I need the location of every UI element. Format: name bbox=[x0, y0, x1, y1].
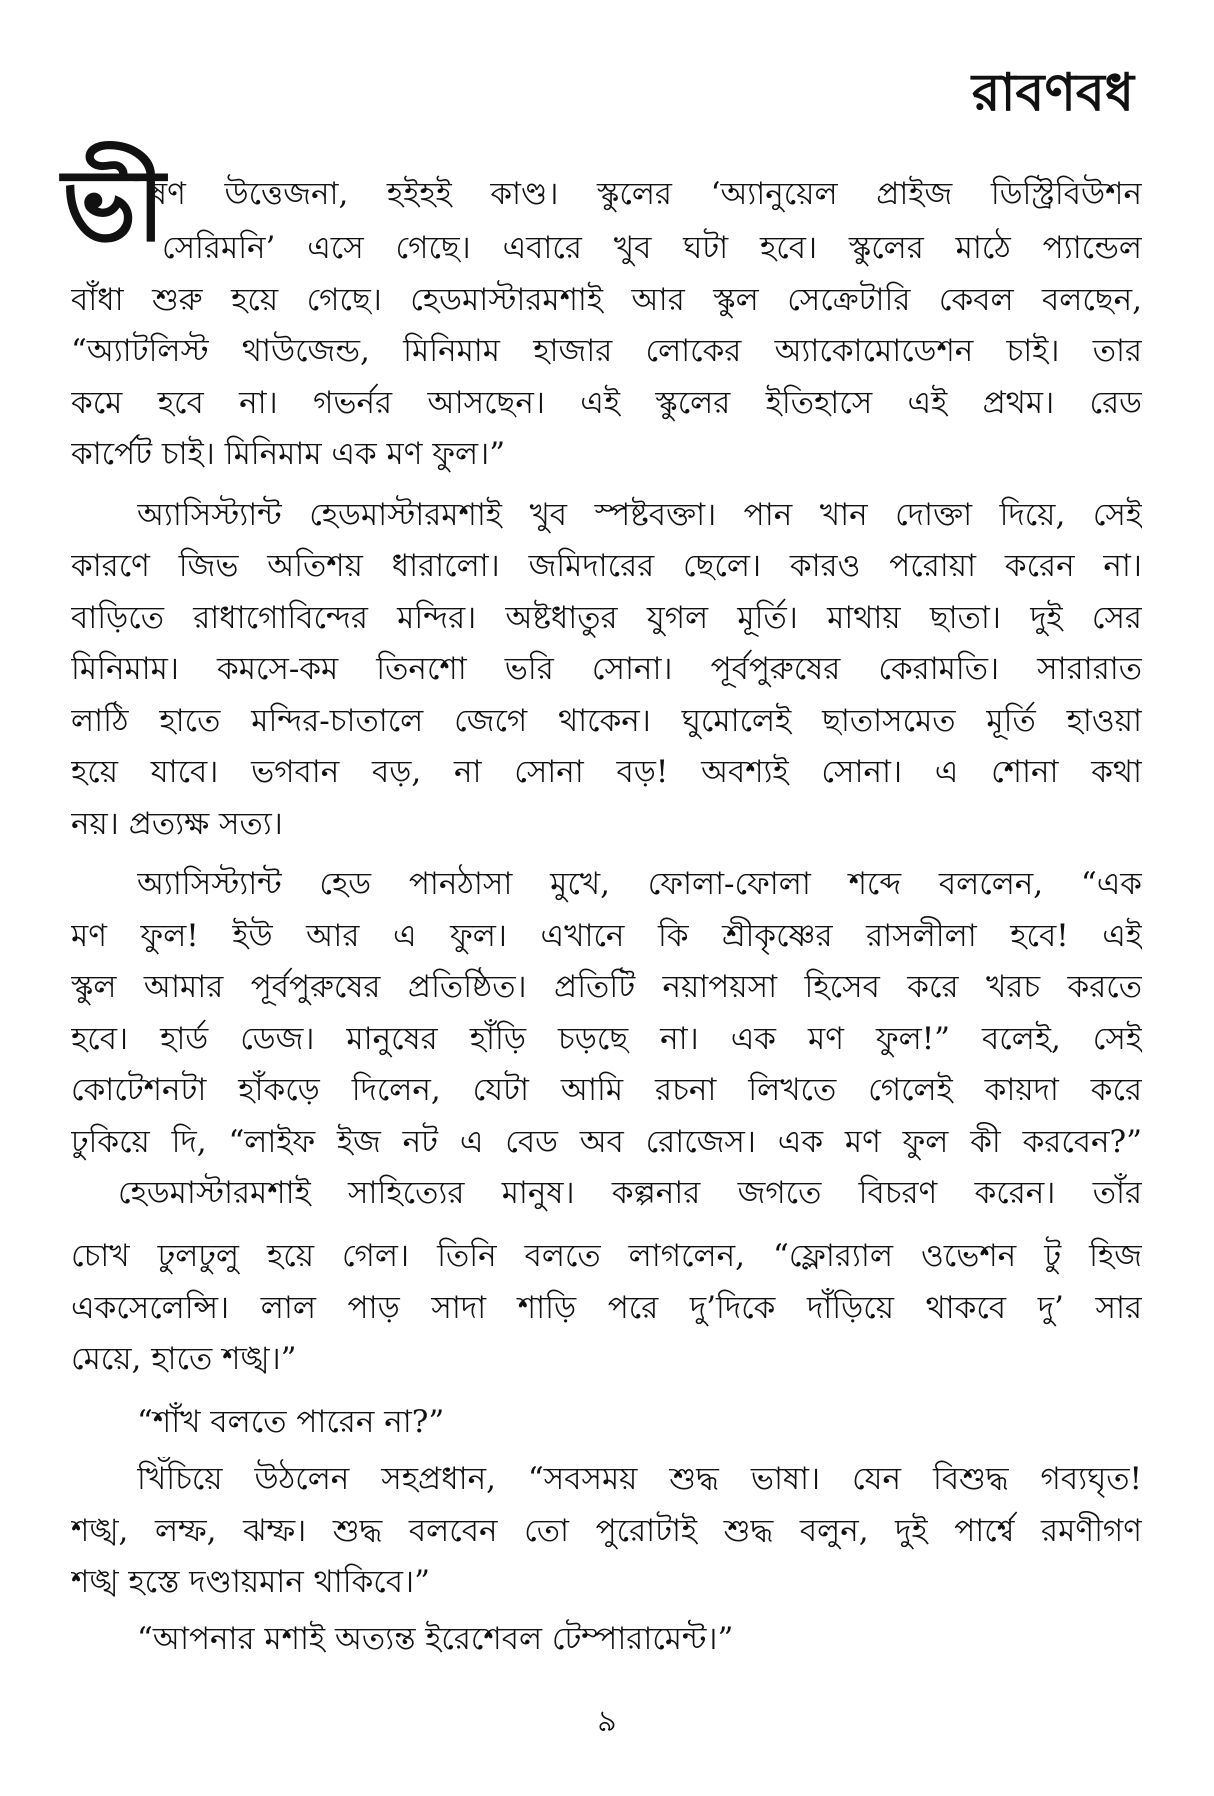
text-line: কোটেশনটা হাঁকড়ে দিলেন, যেটা আমি রচনা লিখতে গেলেই কায়দা করে bbox=[71, 1072, 1142, 1108]
text-line: বাঁধা শুরু হয়ে গেছে। হেডমাস্টারমশাই আর স্কুল সেক্রেটারি কেবল বলছেন, bbox=[71, 282, 1142, 318]
text-line: শঙ্খ, লম্ফ, ঝম্ফ। শুদ্ধ বলবেন তো পুরোটাই শুদ্ধ বলুন, দুই পার্শ্বে রমণীগণ bbox=[71, 1513, 1142, 1549]
text-line: ঢুকিয়ে দি, “লাইফ ইজ নট এ বেড অব রোজেস। এক মণ ফুল কী করবেন?” bbox=[71, 1124, 1142, 1160]
text-line: লাঠি হাতে মন্দির-চাতালে জেগে থাকেন। ঘুমোলেই ছাতাসমেত মূর্তি হাওয়া bbox=[71, 703, 1142, 739]
page-number: ৯ bbox=[597, 1704, 617, 1739]
text-line: একসেলেন্সি। লাল পাড় সাদা শাড়ি পরে দু’দিকে দাঁড়িয়ে থাকবে দু’ সার bbox=[71, 1290, 1142, 1326]
text-line: কমে হবে না। গভর্নর আসছেন। এই স্কুলের ইতিহাসে এই প্রথম। রেড bbox=[71, 385, 1142, 421]
text-line: কার্পেট চাই। মিনিমাম এক মণ ফুল।” bbox=[71, 436, 506, 472]
text-line: ষণ উত্তেজনা, হইহই কাণ্ড। স্কুলের ‘অ্যানুয়েল প্রাইজ ডিস্ট্রিবিউশন bbox=[150, 176, 1142, 212]
text-line: হয়ে যাবে। ভগবান বড়, না সোনা বড়! অবশ্যই সোনা। এ শোনা কথা bbox=[71, 754, 1142, 790]
text-line: সেরিমনি’ এসে গেছে। এবারে খুব ঘটা হবে। স্কুলের মাঠে প্যান্ডেল bbox=[162, 230, 1142, 266]
text-line: বাড়িতে রাধাগোবিন্দের মন্দির। অষ্টধাতুর যুগল মূর্তি। মাথায় ছাতা। দুই সের bbox=[71, 600, 1142, 636]
text-line: কারণে জিভ অতিশয় ধারালো। জমিদারের ছেলে। কারও পরোয়া করেন না। bbox=[71, 548, 1142, 584]
text-line: চোখ ঢুলঢুলু হয়ে গেল। তিনি বলতে লাগলেন, “ফ্লোর‍্যাল ওভেশন টু হিজ bbox=[71, 1238, 1142, 1274]
text-line: হেডমাস্টারমশাই সাহিত্যের মানুষ। কল্পনার জগতে বিচরণ করেন। তাঁর bbox=[118, 1175, 1142, 1211]
text-line: নয়। প্রত্যক্ষ সত্য। bbox=[71, 806, 283, 842]
text-line: অ্যাসিস্ট্যান্ট হেডমাস্টারমশাই খুব স্পষ্টবক্তা। পান খান দোক্তা দিয়ে, সেই bbox=[137, 497, 1142, 533]
text-line: মণ ফুল! ইউ আর এ ফুল। এখানে কি শ্রীকৃষ্ণের রাসলীলা হবে! এই bbox=[71, 918, 1142, 954]
text-line: স্কুল আমার পূর্বপুরুষের প্রতিষ্ঠিত। প্রতিটি নয়াপয়সা হিসেব করে খরচ করতে bbox=[71, 969, 1142, 1005]
text-line: হবে। হার্ড ডেজ। মানুষের হাঁড়ি চড়ছে না। এক মণ ফুল!” বলেই, সেই bbox=[71, 1021, 1142, 1057]
drop-cap: ভী bbox=[62, 146, 166, 264]
text-line: “আপনার মশাই অত্যন্ত ইরেশেবল টেম্পারামেন্ট।” bbox=[137, 1621, 734, 1657]
text-line: মিনিমাম। কমসে-কম তিনশো ভরি সোনা। পূর্বপুরুষের কেরামতি। সারারাত bbox=[71, 651, 1142, 687]
text-line: “অ্যাটলিস্ট থাউজেন্ড, মিনিমাম হাজার লোকের অ্যাকোমোডেশন চাই। তার bbox=[71, 333, 1142, 369]
text-line: খিঁচিয়ে উঠলেন সহপ্রধান, “সবসময় শুদ্ধ ভাষা। যেন বিশুদ্ধ গব্যঘৃত! bbox=[137, 1461, 1142, 1497]
text-line: অ্যাসিস্ট্যান্ট হেড পানঠাসা মুখে, ফোলা-ফোলা শব্দে বললেন, “এক bbox=[137, 866, 1142, 902]
text-line: মেয়ে, হাতে শঙ্খ।” bbox=[71, 1341, 297, 1377]
text-line: শঙ্খ হস্তে দণ্ডায়মান থাকিবে।” bbox=[71, 1564, 430, 1600]
chapter-title: রাবণবধ bbox=[971, 62, 1134, 123]
text-line: “শাঁখ বলতে পারেন না?” bbox=[137, 1404, 445, 1440]
